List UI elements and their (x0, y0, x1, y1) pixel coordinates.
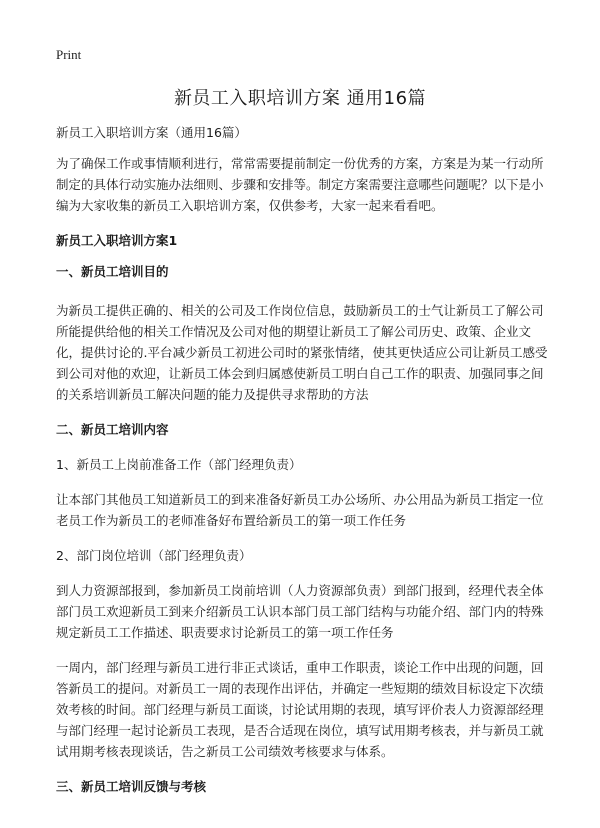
intro-paragraph: 为了确保工作或事情顺利进行，常常需要提前制定一份优秀的方案，方案是为某一行动所制定的具体行动实施办法细则、步骤和安排等。制定方案需要注意哪些问题呢？以下是小编为大家收集的新员工入职培训方案，仅供参考，大家一起来看看吧。 (56, 156, 544, 213)
print-label: Print (56, 47, 82, 62)
item1-paragraph: 让本部门其他员工知道新员工的到来准备好新员工办公场所、办公用品为新员工指定一位老员工作为新员工的老师准备好布置给新员工的第一项工作任务 (56, 492, 544, 528)
page-title: 新员工入职培训方案 通用16篇 (173, 88, 427, 109)
document-body (56, 122, 550, 797)
section-heading-feedback: 三、新员工培训反馈与考核 (56, 779, 207, 794)
item2-followup-paragraph: 一周内，部门经理与新员工进行非正式谈话，重申工作职责，谈论工作中出现的问题，回答新员工的提问。对新员工一周的表现作出评估，并确定一些短期的绩效目标设定下次绩效考核的时间。部门经理与新员工面谈，讨论试用期的表现，填写评价表人力资源部经理与部门经理一起讨论新员工表现，是否合适现在岗位，填写试用期考核表，并与新员工就试用期考核表现谈话，告之新员工公司绩效考核要求与体系。 (56, 660, 544, 759)
item2-heading: 2、部门岗位培训（部门经理负责） (56, 548, 252, 563)
section-heading-purpose: 一、新员工培训目的 (56, 264, 169, 279)
section-heading-content: 二、新员工培训内容 (56, 422, 169, 437)
plan-heading: 新员工入职培训方案1 (56, 233, 178, 248)
document-subtitle: 新员工入职培训方案（通用16篇） (56, 125, 247, 140)
item1-heading: 1、新员工上岗前准备工作（部门经理负责） (56, 457, 302, 472)
purpose-paragraph: 为新员工提供正确的、相关的公司及工作岗位信息，鼓励新员工的士气让新员工了解公司所能提供给他的相关工作情况及公司对他的期望让新员工了解公司历史、政策、企业文化，提供讨论的.平台减少新员工初进公司时的紧张情绪，使其更快适应公司让新员工感受到公司对他的欢迎，让新员工体会到归属感使新员工明白自己工作的职责、加强同事之间的关系培训新员工解决问题的能力及提供寻求帮助的方法 (56, 303, 548, 402)
item2-paragraph: 到人力资源部报到，参加新员工岗前培训（人力资源部负责）到部门报到，经理代表全体部门员工欢迎新员工到来介绍新员工认识本部门员工部门结构与功能介绍、部门内的特殊规定新员工工作描述、职责要求讨论新员工的第一项工作任务 (56, 583, 544, 640)
